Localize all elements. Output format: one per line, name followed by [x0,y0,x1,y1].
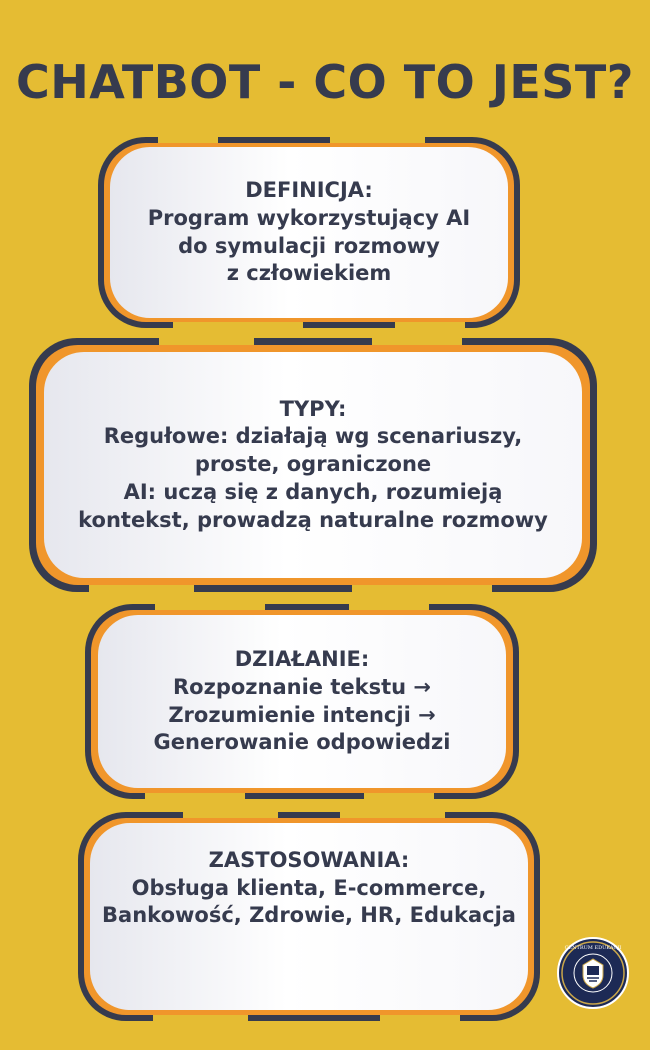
definition-line: z człowiekiem [226,261,392,286]
applications-line: Obsługa klienta, E-commerce, [131,875,487,900]
types-line: kontekst, prowadzą naturalne rozmowy [78,507,548,532]
definition-heading: DEFINICJA: [245,178,373,203]
applications-line: Bankowość, Zdrowie, HR, Edukacja [102,903,516,928]
types-card [29,338,597,592]
types-heading: TYPY: [279,396,347,421]
types-line: AI: uczą się z danych, rozumieją [123,479,503,504]
operation-line: Rozpoznanie tekstu → [173,674,431,699]
definition-card [98,137,520,328]
types-line: Regułowe: działają wg scenariuszy, [103,424,523,449]
applications-card [78,812,540,1021]
logo-text: CENTRUM EDUKACJI [564,945,622,951]
types-line: proste, ograniczone [194,452,432,477]
operation-heading: DZIAŁANIE: [234,647,370,672]
page-title: CHATBOT - CO TO JEST? [16,55,634,109]
definition-line: do symulacji rozmowy [178,233,440,258]
definition-line: Program wykorzystujący AI [147,205,471,230]
applications-heading: ZASTOSOWANIA: [208,848,410,872]
operation-card [85,604,519,799]
school-emblem-icon [557,937,629,1009]
operation-line: Generowanie odpowiedzi [153,730,451,755]
operation-line: Zrozumienie intencji → [168,702,436,727]
